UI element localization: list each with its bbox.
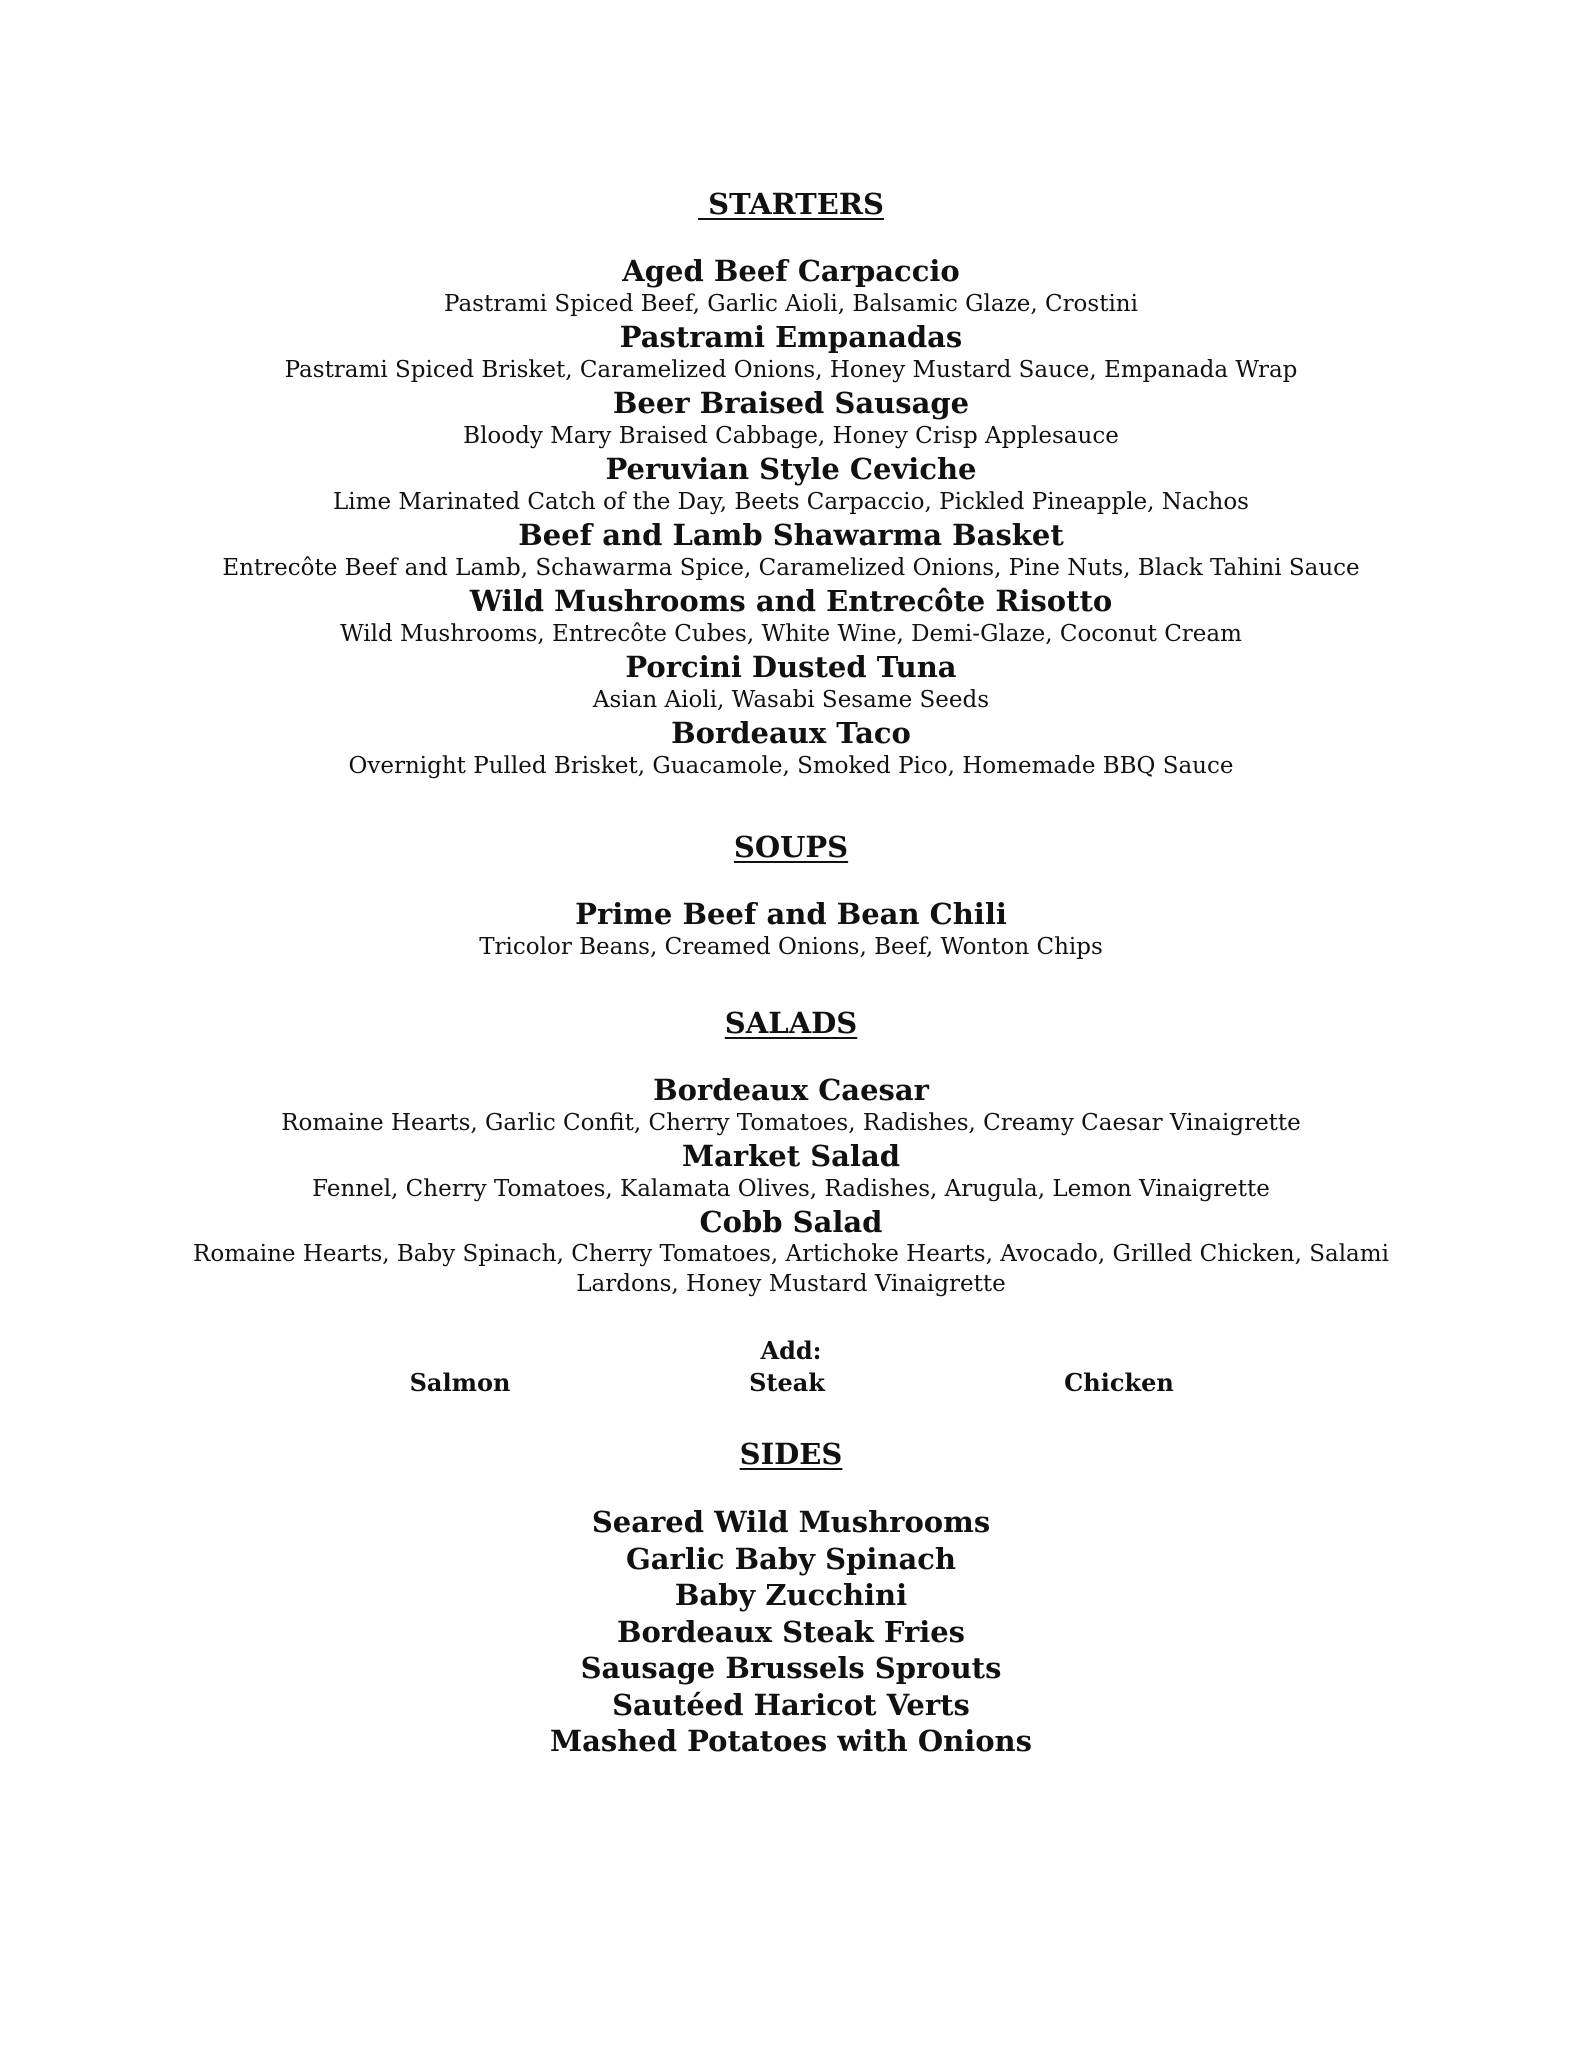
sides-list [0, 1504, 1582, 1760]
soups-section [0, 829, 1582, 963]
add-label: Add: [760, 1336, 822, 1365]
menu-item-name: Cobb Salad [699, 1205, 883, 1239]
section-title-soups: SOUPS [733, 830, 849, 864]
menu-item-name: Prime Beef and Bean Chili [575, 897, 1007, 931]
menu-item-description: Fennel, Cherry Tomatoes, Kalamata Olives, Radishes, Arugula, Lemon Vinaigrette [312, 1176, 1270, 1202]
menu-item-name: Aged Beef Carpaccio [622, 254, 960, 288]
starters-list [0, 254, 1582, 782]
menu-item-description: Lime Marinated Catch of the Day, Beets Carpaccio, Pickled Pineapple, Nachos [333, 489, 1249, 515]
menu-item-description: Entrecôte Beef and Lamb, Schawarma Spice, Caramelized Onions, Pine Nuts, Black Tahini Sauce [222, 555, 1360, 581]
menu-item-name: Bordeaux Taco [671, 716, 911, 750]
menu-item-name: Wild Mushrooms and Entrecôte Risotto [469, 584, 1113, 618]
menu-item-name: Beer Braised Sausage [612, 386, 970, 420]
menu-item-name: Bordeaux Caesar [653, 1073, 929, 1107]
menu-item-description: Overnight Pulled Brisket, Guacamole, Smoked Pico, Homemade BBQ Sauce [348, 753, 1234, 779]
side-item: Garlic Baby Spinach [625, 1541, 956, 1576]
menu-item-description: Pastrami Spiced Brisket, Caramelized Onions, Honey Mustard Sauce, Empanada Wrap [284, 357, 1298, 383]
side-item: Sausage Brussels Sprouts [580, 1651, 1002, 1685]
menu-item-description: Bloody Mary Braised Cabbage, Honey Crisp Applesauce [463, 423, 1119, 449]
menu-item-description: Romaine Hearts, Baby Spinach, Cherry Tomatoes, Artichoke Hearts, Avocado, Grilled Chicken, Salami Lardons, Honey Mustard Vinaigrette [193, 1241, 1389, 1297]
menu-item-name: Peruvian Style Ceviche [605, 452, 977, 486]
menu-item-description: Romaine Hearts, Garlic Confit, Cherry Tomatoes, Radishes, Creamy Caesar Vinaigrette [281, 1110, 1301, 1136]
menu-item-description: Pastrami Spiced Beef, Garlic Aioli, Balsamic Glaze, Crostini [444, 291, 1138, 317]
menu-item-name: Pastrami Empanadas [619, 320, 963, 354]
menu-item-name: Market Salad [681, 1139, 901, 1173]
menu-item-name: Porcini Dusted Tuna [625, 650, 957, 684]
soups-list [0, 897, 1582, 963]
side-item: Mashed Potatoes with Onions [550, 1724, 1032, 1758]
salads-section [0, 1005, 1582, 1299]
section-title-salads: SALADS [724, 1006, 858, 1040]
add-option-chicken: Chicken [1064, 1368, 1174, 1397]
side-item: Sautéed Haricot Verts [612, 1687, 970, 1722]
add-option-salmon: Salmon [409, 1368, 511, 1397]
menu-item-name: Beef and Lamb Shawarma Basket [518, 518, 1064, 552]
starters-section [0, 186, 1582, 782]
side-item: Baby Zucchini [674, 1578, 908, 1612]
side-item: Seared Wild Mushrooms [591, 1505, 991, 1539]
section-title-starters: STARTERS [698, 187, 884, 221]
section-title-sides: SIDES [739, 1437, 843, 1471]
menu-item-description: Wild Mushrooms, Entrecôte Cubes, White Wine, Demi-Glaze, Coconut Cream [340, 621, 1242, 647]
add-option-steak: Steak [749, 1368, 825, 1397]
salads-list [0, 1073, 1582, 1299]
side-item: Bordeaux Steak Fries [616, 1614, 966, 1649]
menu-item-description: Asian Aioli, Wasabi Sesame Seeds [592, 687, 990, 713]
menu-item-description: Tricolor Beans, Creamed Onions, Beef, Wonton Chips [479, 934, 1103, 960]
sides-section [0, 1436, 1582, 1760]
